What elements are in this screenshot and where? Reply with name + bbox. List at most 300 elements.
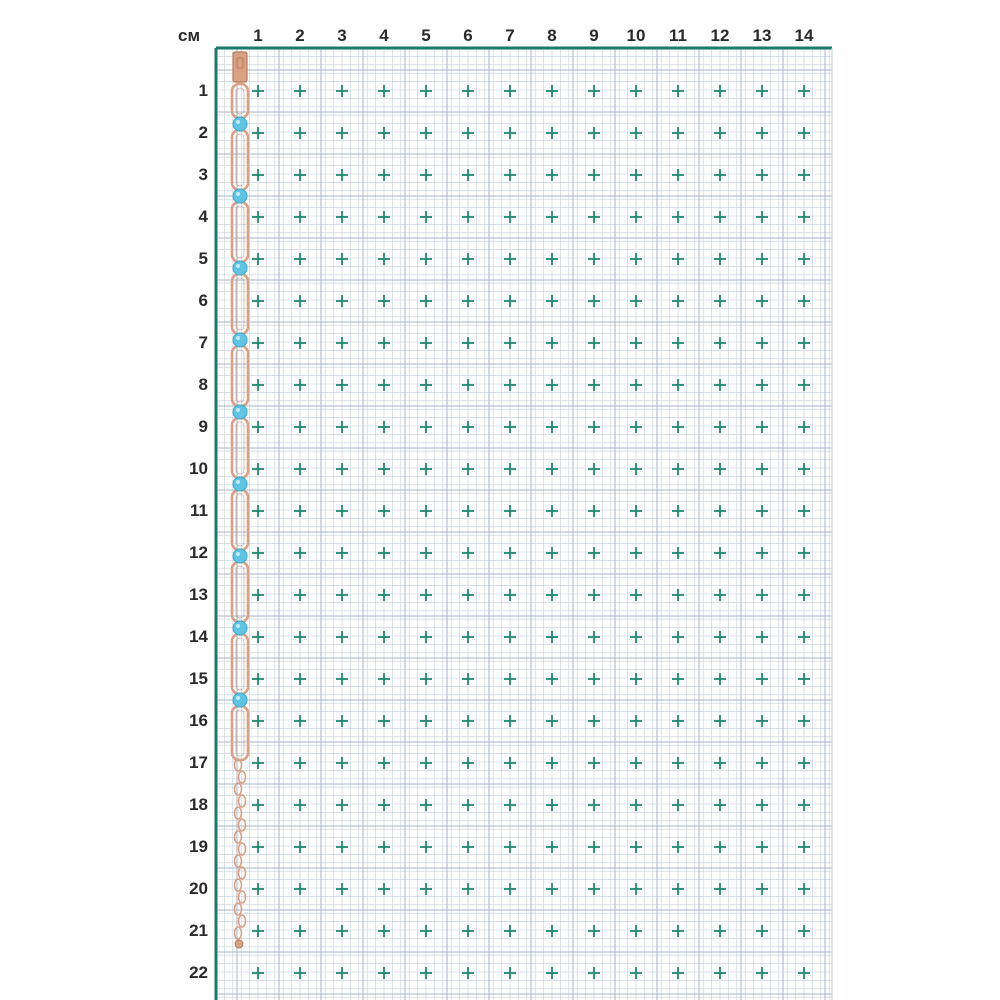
cross-marker [504,841,516,853]
row-label: 13 [189,585,208,604]
cross-marker [588,799,600,811]
cross-marker [798,421,810,433]
cross-marker [672,337,684,349]
cross-marker [714,337,726,349]
cross-marker [504,505,516,517]
cross-marker [336,211,348,223]
chain-end-bead [235,940,243,948]
cross-marker [462,715,474,727]
row-label: 6 [198,291,208,310]
column-label: 6 [463,26,473,45]
cross-marker [756,757,768,769]
cross-marker [336,505,348,517]
cross-marker [252,883,264,895]
paperclip-link [232,202,248,262]
row-label: 3 [198,165,208,184]
cross-marker [630,799,642,811]
cross-marker [252,505,264,517]
cross-marker [462,253,474,265]
cross-marker [798,127,810,139]
cross-marker [378,505,390,517]
cross-marker [630,127,642,139]
cross-marker [756,463,768,475]
cross-marker [672,757,684,769]
cross-marker [294,841,306,853]
cross-marker [714,505,726,517]
stone-highlight [236,336,240,340]
cross-marker [714,673,726,685]
cross-marker [420,127,432,139]
cross-marker [756,967,768,979]
cross-marker [378,421,390,433]
chain-link [235,831,242,843]
cross-marker [546,337,558,349]
cross-marker [378,337,390,349]
cross-marker [714,547,726,559]
cross-marker [462,295,474,307]
cross-marker [714,925,726,937]
stone-highlight [236,624,240,628]
cross-marker [378,715,390,727]
row-label: 16 [189,711,208,730]
cross-marker [798,211,810,223]
cross-marker [588,85,600,97]
cross-marker [462,547,474,559]
row-label: 22 [189,963,208,982]
cross-marker [546,211,558,223]
cross-marker [756,169,768,181]
cross-marker [756,589,768,601]
cross-marker [336,253,348,265]
cross-marker [378,967,390,979]
cross-marker [336,925,348,937]
cross-marker [714,253,726,265]
cross-marker [630,379,642,391]
cross-marker [378,547,390,559]
column-label: 1 [253,26,263,45]
cross-marker [588,379,600,391]
cross-marker [672,841,684,853]
cross-marker [672,295,684,307]
cross-marker [252,841,264,853]
cross-marker [462,925,474,937]
cross-marker [714,211,726,223]
cross-marker [378,127,390,139]
paperclip-link [232,490,248,550]
cross-marker [252,127,264,139]
cross-marker [378,295,390,307]
cross-marker [252,799,264,811]
cross-marker [798,589,810,601]
cross-marker [378,253,390,265]
cross-marker [252,967,264,979]
cross-marker [294,337,306,349]
blue-stone [233,189,247,203]
cross-marker [630,589,642,601]
cross-marker [630,505,642,517]
cross-marker [420,589,432,601]
cross-marker [294,715,306,727]
cross-marker [336,547,348,559]
cross-marker [672,253,684,265]
cross-marker [252,463,264,475]
cross-marker [714,589,726,601]
cross-marker [462,463,474,475]
cross-marker [588,715,600,727]
cross-marker [798,673,810,685]
cross-marker [504,169,516,181]
paperclip-link [232,634,248,694]
cross-marker [462,673,474,685]
cross-marker [714,295,726,307]
row-label: 14 [189,627,208,646]
cross-marker [252,211,264,223]
column-label: 12 [710,26,730,45]
cross-marker [294,631,306,643]
cross-marker [378,757,390,769]
cross-marker [630,883,642,895]
cross-marker [798,631,810,643]
cross-marker [588,211,600,223]
cross-marker [588,841,600,853]
cross-marker [756,505,768,517]
cross-marker [504,85,516,97]
cross-marker [420,211,432,223]
cross-marker [672,589,684,601]
cross-marker [462,883,474,895]
cross-marker [420,631,432,643]
cross-marker [462,757,474,769]
column-label: 10 [626,26,646,45]
cross-marker [798,757,810,769]
cross-marker [336,337,348,349]
cross-marker [588,925,600,937]
stone-highlight [236,696,240,700]
blue-stone [233,549,247,563]
blue-stone [233,477,247,491]
blue-stone [233,117,247,131]
cross-marker [546,883,558,895]
cross-marker [420,883,432,895]
cross-marker [630,295,642,307]
cross-marker [672,127,684,139]
cross-marker [588,757,600,769]
cross-marker [252,631,264,643]
cross-marker [504,799,516,811]
cross-marker [294,505,306,517]
blue-stone [233,693,247,707]
cross-marker [546,547,558,559]
chain-link [239,915,246,927]
cross-marker [420,379,432,391]
cross-marker [630,337,642,349]
cross-marker [252,85,264,97]
cross-marker [378,799,390,811]
cross-marker [378,673,390,685]
cross-marker [294,379,306,391]
cross-marker [294,127,306,139]
cross-marker [630,631,642,643]
row-label: 20 [189,879,208,898]
cross-marker [252,169,264,181]
cross-marker [504,925,516,937]
cross-marker [420,421,432,433]
cross-marker [420,295,432,307]
cross-marker [546,841,558,853]
cross-marker [420,967,432,979]
cross-marker [420,757,432,769]
cross-marker [588,421,600,433]
cross-marker [756,127,768,139]
chain-link [239,771,246,783]
cross-marker [672,379,684,391]
cross-marker [462,337,474,349]
cross-marker [672,211,684,223]
cross-marker [756,715,768,727]
cross-marker [798,85,810,97]
chain-link [235,879,242,891]
cross-marker [714,379,726,391]
cross-marker [546,421,558,433]
cross-marker [252,337,264,349]
paperclip-link [232,346,248,406]
cross-marker [546,463,558,475]
cross-marker [546,925,558,937]
cross-marker [714,421,726,433]
stone-highlight [236,264,240,268]
cross-marker [756,337,768,349]
cross-marker [714,85,726,97]
cross-marker [252,295,264,307]
cross-marker [504,547,516,559]
cross-marker [252,673,264,685]
cross-marker [714,757,726,769]
cross-marker [420,337,432,349]
cross-marker [546,253,558,265]
cross-marker [588,127,600,139]
column-label: 5 [421,26,431,45]
cross-marker [546,967,558,979]
row-label: 11 [190,501,208,520]
cross-marker [756,253,768,265]
cross-marker [420,841,432,853]
cross-marker [714,883,726,895]
cross-marker [504,337,516,349]
cross-marker [336,463,348,475]
cross-marker [714,169,726,181]
chain-link [235,783,242,795]
cross-marker [378,211,390,223]
cross-marker [546,589,558,601]
cross-marker [630,421,642,433]
cross-marker [420,547,432,559]
cross-marker [714,631,726,643]
cross-marker [504,631,516,643]
cross-marker [504,715,516,727]
cross-marker [504,379,516,391]
cross-marker [336,631,348,643]
row-label: 18 [189,795,208,814]
cross-marker [378,379,390,391]
cross-marker [378,883,390,895]
cross-marker [462,379,474,391]
cross-marker [588,169,600,181]
paperclip-link [232,562,248,622]
cross-marker [504,127,516,139]
cross-marker [462,799,474,811]
cross-marker [252,547,264,559]
cross-marker [672,967,684,979]
cross-marker [504,883,516,895]
cross-marker [420,169,432,181]
cross-marker [630,211,642,223]
row-label: 12 [189,543,208,562]
cross-marker [294,883,306,895]
cross-marker [756,421,768,433]
cross-marker [798,883,810,895]
cross-marker [672,421,684,433]
cross-marker [252,253,264,265]
stone-highlight [236,480,240,484]
cross-marker [252,589,264,601]
cross-marker [252,421,264,433]
cross-marker [378,85,390,97]
cross-marker [420,715,432,727]
cross-marker [294,547,306,559]
cross-marker [378,589,390,601]
cross-marker [714,463,726,475]
cross-marker [420,799,432,811]
column-label: 8 [547,26,557,45]
chain-link [239,795,246,807]
column-label: 13 [752,26,772,45]
cross-marker [630,85,642,97]
cross-marker [798,505,810,517]
clasp [233,52,247,82]
cross-marker [294,253,306,265]
cross-marker [504,421,516,433]
cross-marker [504,757,516,769]
cross-marker [588,253,600,265]
cross-marker [546,379,558,391]
cross-marker [546,169,558,181]
row-label: 21 [189,921,208,940]
chain-link [235,855,242,867]
unit-label: см [178,26,201,45]
cross-marker [630,673,642,685]
cross-marker [462,589,474,601]
cross-marker [336,883,348,895]
cross-marker [756,379,768,391]
column-label: 9 [589,26,599,45]
cross-marker [546,673,558,685]
cross-marker [714,127,726,139]
row-label: 9 [198,417,208,436]
cross-marker [588,337,600,349]
cross-marker [336,841,348,853]
cross-marker [756,631,768,643]
cross-marker [672,715,684,727]
cross-marker [378,631,390,643]
cross-marker [672,673,684,685]
cross-marker [420,925,432,937]
cross-marker [546,295,558,307]
cross-marker [714,967,726,979]
cross-marker [294,757,306,769]
cross-marker [420,253,432,265]
cross-marker [336,379,348,391]
cross-marker [294,799,306,811]
cross-marker [294,169,306,181]
cross-marker [504,673,516,685]
cross-marker [798,925,810,937]
cross-marker [294,673,306,685]
cross-marker [462,841,474,853]
cross-marker [756,799,768,811]
cross-marker [714,799,726,811]
paperclip-link [232,130,248,190]
cross-marker [504,295,516,307]
cross-marker [420,673,432,685]
cross-marker [504,253,516,265]
column-label: 7 [505,26,515,45]
cross-marker [336,85,348,97]
cross-marker [798,379,810,391]
cross-marker [546,715,558,727]
chain-link [239,843,246,855]
cross-marker [630,925,642,937]
cross-marker [588,547,600,559]
blue-stone [233,621,247,635]
cross-marker [630,967,642,979]
blue-stone [233,333,247,347]
row-label: 10 [189,459,208,478]
cross-marker [420,85,432,97]
paperclip-link [232,706,248,760]
column-label: 4 [379,26,389,45]
cross-marker [462,85,474,97]
cross-marker [798,169,810,181]
cross-marker [672,547,684,559]
cross-marker [546,631,558,643]
cross-marker [630,547,642,559]
cross-marker [294,967,306,979]
cross-marker [462,211,474,223]
cross-marker [672,169,684,181]
cross-marker [714,715,726,727]
cross-marker [336,169,348,181]
cross-marker [798,295,810,307]
chain-link [239,891,246,903]
cross-marker [546,127,558,139]
cross-marker [756,673,768,685]
cross-marker [336,127,348,139]
stone-highlight [236,192,240,196]
row-label: 15 [189,669,208,688]
cross-marker [336,295,348,307]
row-label: 17 [189,753,208,772]
cross-marker [798,547,810,559]
cross-marker [588,463,600,475]
cross-marker [294,85,306,97]
cross-marker [336,757,348,769]
cross-marker [672,883,684,895]
cross-marker [588,883,600,895]
blue-stone [233,261,247,275]
cross-marker [798,715,810,727]
stone-highlight [236,120,240,124]
cross-marker [630,841,642,853]
